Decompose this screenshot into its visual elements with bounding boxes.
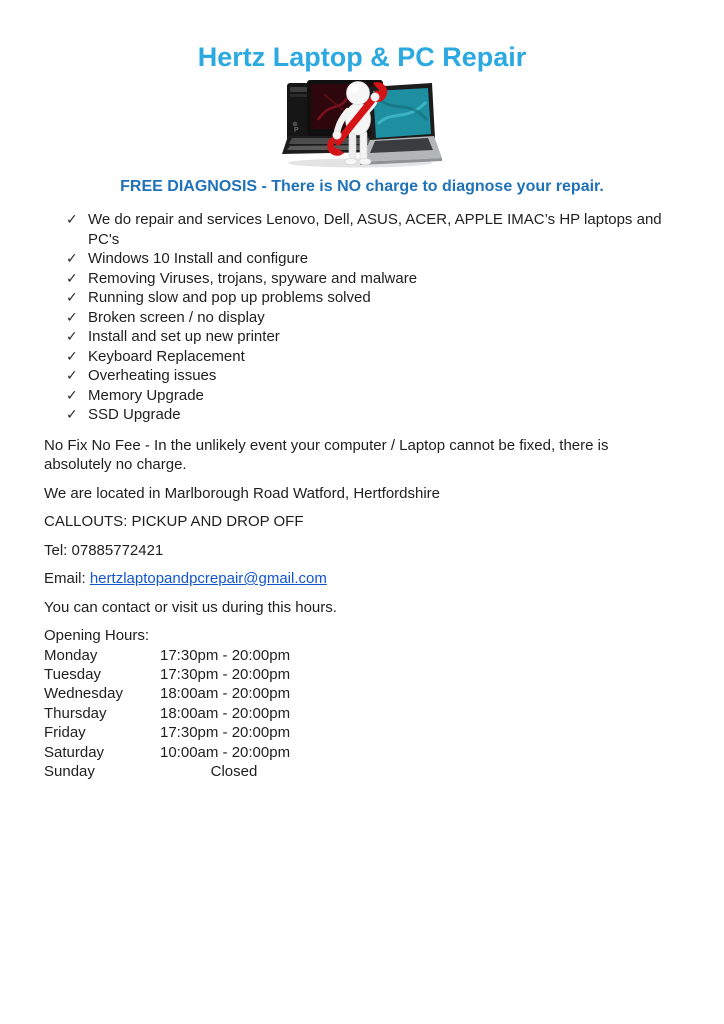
contact-note: You can contact or visit us during this hours. <box>44 598 337 616</box>
service-text: Removing Viruses, trojans, spyware and malware <box>88 269 418 287</box>
flyer-content <box>0 210 724 781</box>
check-icon: ✓ <box>66 386 78 403</box>
hours-row <box>44 665 680 684</box>
check-icon: ✓ <box>66 347 78 364</box>
check-icon: ✓ <box>66 328 78 344</box>
service-text: Install and set up new printer <box>88 328 280 345</box>
hours-time: Closed <box>210 762 258 780</box>
list-item <box>44 327 680 347</box>
computer-repair-illustration <box>280 80 444 168</box>
check-icon: ✓ <box>66 269 78 286</box>
hours-time: 17:30pm - 20:00pm <box>160 665 291 683</box>
email-link[interactable]: hertzlaptopandpcrepair@gmail.com <box>89 570 327 587</box>
hours-day: Monday <box>44 646 98 664</box>
check-icon: ✓ <box>66 308 78 325</box>
hours-row <box>44 723 680 742</box>
hours-time: 18:00am - 20:00pm <box>160 704 291 722</box>
service-text: Windows 10 Install and configure <box>88 250 309 267</box>
list-item <box>44 405 680 425</box>
svg-text:P: P <box>294 127 299 134</box>
hours-time: 18:00am - 20:00pm <box>160 685 291 703</box>
hours-row <box>44 762 680 781</box>
check-icon: ✓ <box>66 406 78 422</box>
email-line <box>44 569 680 589</box>
list-item <box>44 288 680 308</box>
hours-time: 10:00am - 20:00pm <box>160 743 291 761</box>
opening-hours-section <box>44 626 680 781</box>
service-text: Running slow and pop up problems solved <box>88 289 371 306</box>
callouts-text: CALLOUTS: PICKUP AND DROP OFF <box>44 513 304 530</box>
check-icon: ✓ <box>66 211 78 227</box>
hours-day: Wednesday <box>44 685 123 703</box>
location-text: We are located in Marlborough Road Watford, Hertfordshire <box>44 484 441 502</box>
no-fix-no-fee-text: No Fix No Fee - In the unlikely event your computer / Laptop cannot be fixed, there is absolutely no charge. <box>44 436 609 473</box>
hours-time: 17:30pm - 20:00pm <box>160 646 291 664</box>
list-item <box>44 308 680 328</box>
email-label: Email: <box>44 570 90 587</box>
hours-row <box>44 704 680 723</box>
hours-row <box>44 646 680 665</box>
list-item <box>44 210 680 249</box>
list-item <box>44 249 680 269</box>
page-title: Hertz Laptop & PC Repair <box>197 42 527 72</box>
tel-text: Tel: 07885772421 <box>44 541 164 559</box>
hours-row <box>44 684 680 703</box>
hours-day: Thursday <box>44 704 107 722</box>
hours-row <box>44 743 680 762</box>
check-icon: ✓ <box>66 289 78 305</box>
opening-hours-heading: Opening Hours: <box>44 627 150 644</box>
service-text: We do repair and services Lenovo, Dell, ASUS, ACER, APPLE IMAC’s HP laptops and PC's <box>88 211 662 248</box>
service-text: Keyboard Replacement <box>88 347 245 365</box>
list-item <box>44 386 680 406</box>
hours-day: Sunday <box>44 762 95 780</box>
service-text: Memory Upgrade <box>88 386 204 404</box>
services-list <box>44 210 680 425</box>
hours-day: Tuesday <box>44 665 101 683</box>
service-text: SSD Upgrade <box>88 406 181 423</box>
check-icon: ✓ <box>66 367 78 383</box>
service-text: Broken screen / no display <box>88 308 265 326</box>
hours-day: Saturday <box>44 743 105 761</box>
list-item <box>44 269 680 289</box>
hand-shape <box>371 93 379 101</box>
list-item <box>44 347 680 367</box>
pc-repair-hero-image <box>280 80 444 168</box>
free-diagnosis-tagline: FREE DIAGNOSIS - There is NO charge to diagnose your repair. <box>120 178 604 195</box>
hand-shape <box>333 131 341 139</box>
list-item <box>44 366 680 386</box>
hours-day: Friday <box>44 724 86 742</box>
service-text: Overheating issues <box>88 367 217 384</box>
hours-time: 17:30pm - 20:00pm <box>160 724 291 742</box>
check-icon: ✓ <box>66 250 78 266</box>
